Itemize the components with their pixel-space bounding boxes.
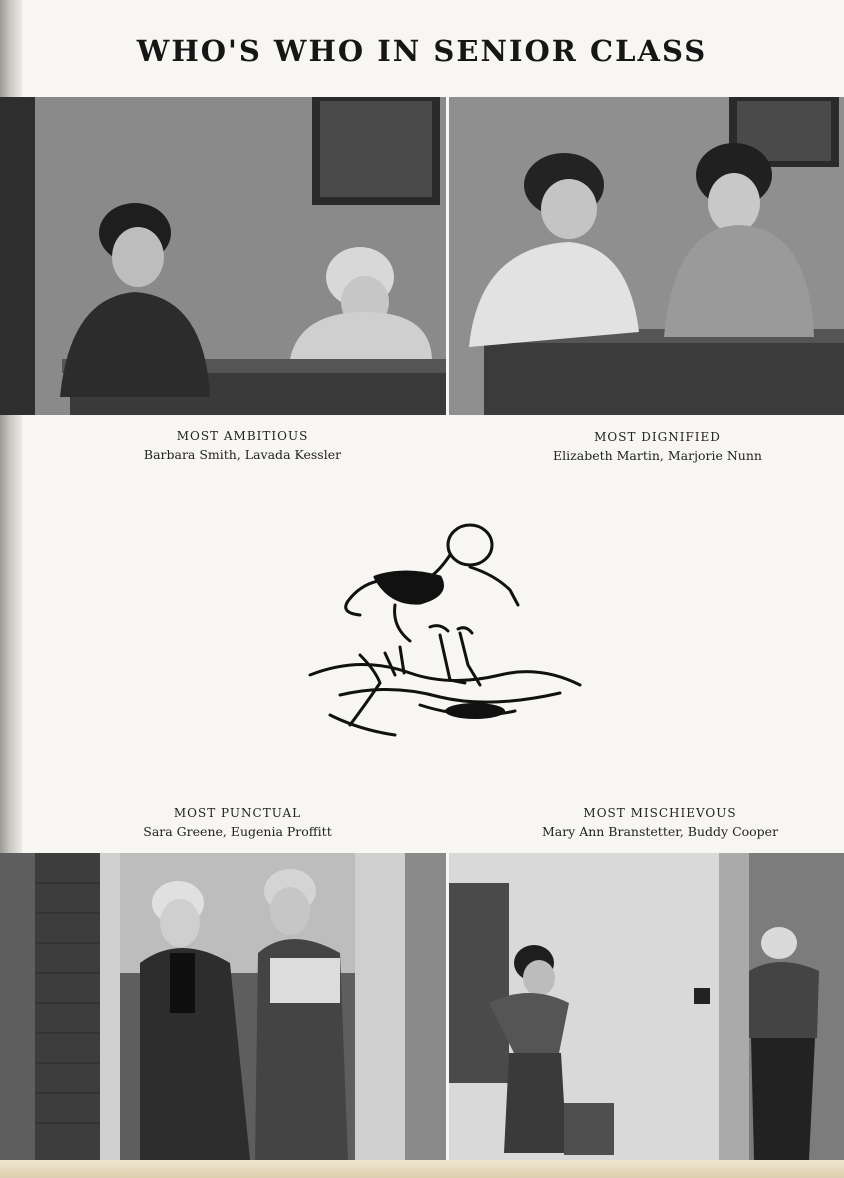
award-names: Mary Ann Branstetter, Buddy Cooper — [541, 824, 779, 839]
page-bottom-edge — [0, 1160, 844, 1178]
award-names: Sara Greene, Eugenia Proffitt — [143, 824, 332, 839]
caption-most-punctual — [95, 806, 380, 839]
award-names: Elizabeth Martin, Marjorie Nunn — [553, 448, 762, 463]
photo-most-mischievous — [449, 853, 844, 1160]
caption-most-ambitious — [100, 429, 385, 462]
photo-most-punctual — [0, 853, 446, 1160]
caption-most-dignified — [505, 430, 810, 463]
caption-most-mischievous — [510, 806, 810, 839]
photo-most-ambitious — [0, 97, 446, 415]
page-title: WHO'S WHO IN SENIOR CLASS — [136, 34, 708, 68]
award-category: MOST MISCHIEVOUS — [583, 806, 737, 820]
award-category: MOST AMBITIOUS — [176, 429, 309, 443]
award-names: Barbara Smith, Lavada Kessler — [143, 447, 342, 462]
award-category: MOST PUNCTUAL — [173, 806, 302, 820]
award-category: MOST DIGNIFIED — [594, 430, 721, 444]
photo-most-dignified — [449, 97, 844, 415]
diving-cartoon-illustration — [300, 515, 595, 755]
